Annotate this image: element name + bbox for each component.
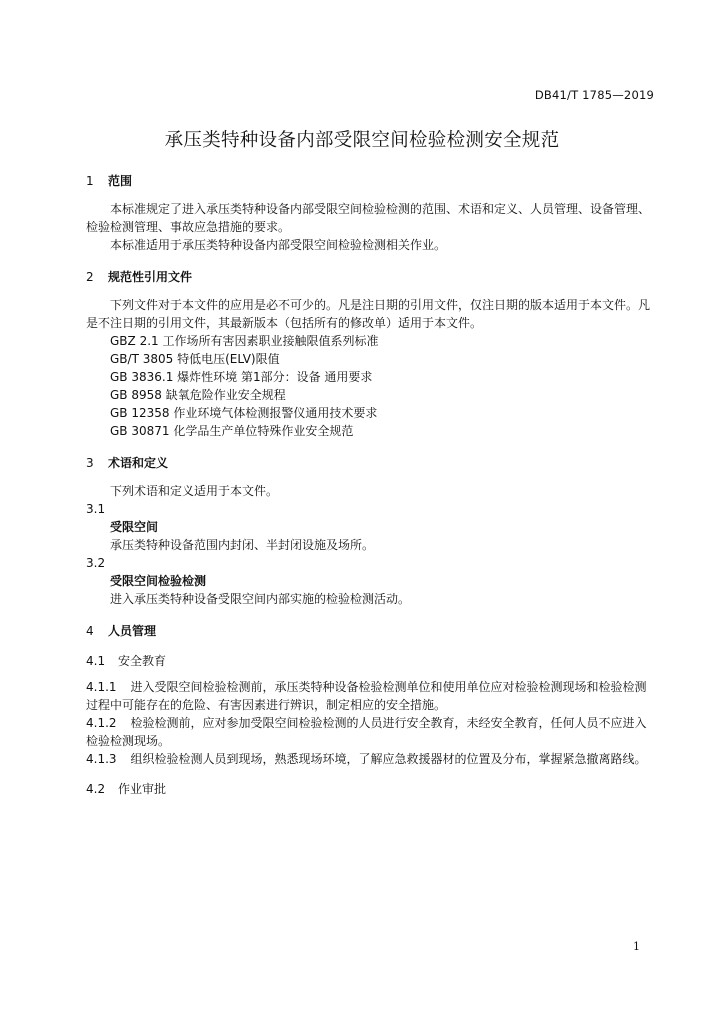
- clause-number: 4.1.3: [86, 752, 117, 766]
- section-title: 规范性引用文件: [108, 270, 193, 284]
- references-paragraph: 下列文件对于本文件的应用是必不可少的。凡是注日期的引用文件，仅注日期的版本适用于本文件。凡是不注日期的引用文件，其最新版本（包括所有的修改单）适用于本文件。: [86, 298, 651, 330]
- section-heading-scope: [86, 172, 658, 190]
- standard-code: DB41/T 1785—2019: [534, 88, 654, 102]
- subsection-number: 4.1: [86, 654, 106, 668]
- clause-number: 4.1.1: [86, 680, 117, 694]
- section-heading-personnel: [86, 622, 658, 640]
- subsection-heading-work-approval: [86, 780, 658, 798]
- section-number: 1: [86, 174, 94, 188]
- section-title: 范围: [108, 174, 133, 188]
- section-heading-references: [86, 268, 658, 286]
- term-number: 3.2: [86, 556, 106, 570]
- term-name: 受限空间检验检测: [110, 574, 207, 588]
- document-title: 承压类特种设备内部受限空间检验检测安全规范: [164, 130, 560, 151]
- reference-item: GB 3836.1 爆炸性环境 第1部分：设备 通用要求: [110, 370, 373, 384]
- term-definition: 承压类特种设备范围内封闭、半封闭设施及场所。: [110, 538, 375, 552]
- terms-paragraph: 下列术语和定义适用于本文件。: [110, 484, 279, 498]
- clause: [86, 750, 658, 768]
- section-number: 2: [86, 270, 94, 284]
- section-title: 人员管理: [108, 624, 157, 638]
- section-title: 术语和定义: [108, 456, 169, 470]
- clause-number: 4.1.2: [86, 716, 117, 730]
- document-body: [86, 172, 658, 798]
- subsection-number: 4.2: [86, 782, 106, 796]
- scope-paragraph-1: 本标准规定了进入承压类特种设备内部受限空间检验检测的范围、术语和定义、人员管理、设备管理、检验检测管理、事故应急措施的要求。: [86, 202, 651, 234]
- reference-item: GB 8958 缺氧危险作业安全规程: [110, 388, 286, 402]
- page-number: 1: [633, 940, 640, 953]
- reference-item: GB 12358 作业环境气体检测报警仪通用技术要求: [110, 406, 378, 420]
- clause-text: 组织检验检测人员到现场，熟悉现场环境，了解应急救援器材的位置及分布，掌握紧急撤离路线。: [130, 752, 647, 766]
- clause-text: 检验检测前，应对参加受限空间检验检测的人员进行安全教育，未经安全教育，任何人员不应进入检验检测现场。: [86, 716, 647, 748]
- subsection-heading-safety-education: [86, 652, 658, 670]
- subsection-title: 作业审批: [118, 782, 167, 796]
- term-number: 3.1: [86, 502, 106, 516]
- term-definition: 进入承压类特种设备受限空间内部实施的检验检测活动。: [110, 592, 411, 606]
- section-heading-terms: [86, 454, 658, 472]
- clause-text: 进入受限空间检验检测前，承压类特种设备检验检测单位和使用单位应对检验检测现场和检验检测过程中可能存在的危险、有害因素进行辨识，制定相应的安全措施。: [86, 680, 647, 712]
- reference-item: GBZ 2.1 工作场所有害因素职业接触限值系列标准: [110, 334, 379, 348]
- clause: [86, 714, 658, 750]
- clause: [86, 678, 658, 714]
- section-number: 4: [86, 624, 94, 638]
- section-number: 3: [86, 456, 94, 470]
- reference-item: GB/T 3805 特低电压(ELV)限值: [110, 352, 280, 366]
- reference-item: GB 30871 化学品生产单位特殊作业安全规范: [110, 424, 354, 438]
- term-name: 受限空间: [110, 520, 159, 534]
- scope-paragraph-2: 本标准适用于承压类特种设备内部受限空间检验检测相关作业。: [110, 238, 447, 252]
- subsection-title: 安全教育: [118, 654, 167, 668]
